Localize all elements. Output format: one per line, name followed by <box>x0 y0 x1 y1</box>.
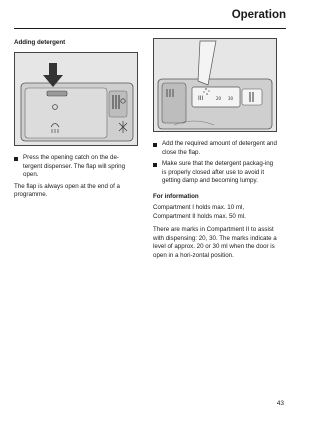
dispenser-closed-illustration <box>14 52 138 146</box>
mark-iii: III <box>198 95 204 102</box>
section-title: Operation <box>231 9 286 21</box>
bullet-text: Add the required amount of detergent and close the flap. <box>162 140 277 156</box>
bullet-marker <box>153 163 157 167</box>
dispenser-open-illustration <box>153 38 277 132</box>
bullet-text: Make sure that the detergent packag-ing is properly closed after use to avoid it getting damp and becoming lumpy. <box>162 160 274 185</box>
left-column <box>14 38 138 205</box>
bullet-marker <box>14 157 18 161</box>
right-column <box>153 38 277 266</box>
paragraph: The flap is always open at the end of a programme. <box>14 182 120 199</box>
mark-30: 30 <box>228 96 234 101</box>
bullet-marker <box>153 143 157 147</box>
info-paragraph: Compartment I holds max. 10 ml, Compartment II holds max. 50 ml. <box>153 203 246 220</box>
bullet-text: Press the opening catch on the de-tergent dispenser. The flap will spring open. <box>23 154 126 179</box>
bullet-item <box>153 160 277 186</box>
section-heading: Adding detergent <box>14 39 66 46</box>
mark-20: 20 <box>216 96 222 101</box>
header-rule <box>14 28 286 29</box>
bullet-item <box>14 154 138 180</box>
bullet-item <box>153 140 277 157</box>
info-paragraph: There are marks in Compartment II to assist with dispensing: 20, 30. The marks indicate a level of approx. 20 or 30 ml when the door is open in a hori-zontal position. <box>153 226 277 259</box>
page-number: 43 <box>276 400 284 407</box>
info-heading: For information <box>153 192 199 200</box>
